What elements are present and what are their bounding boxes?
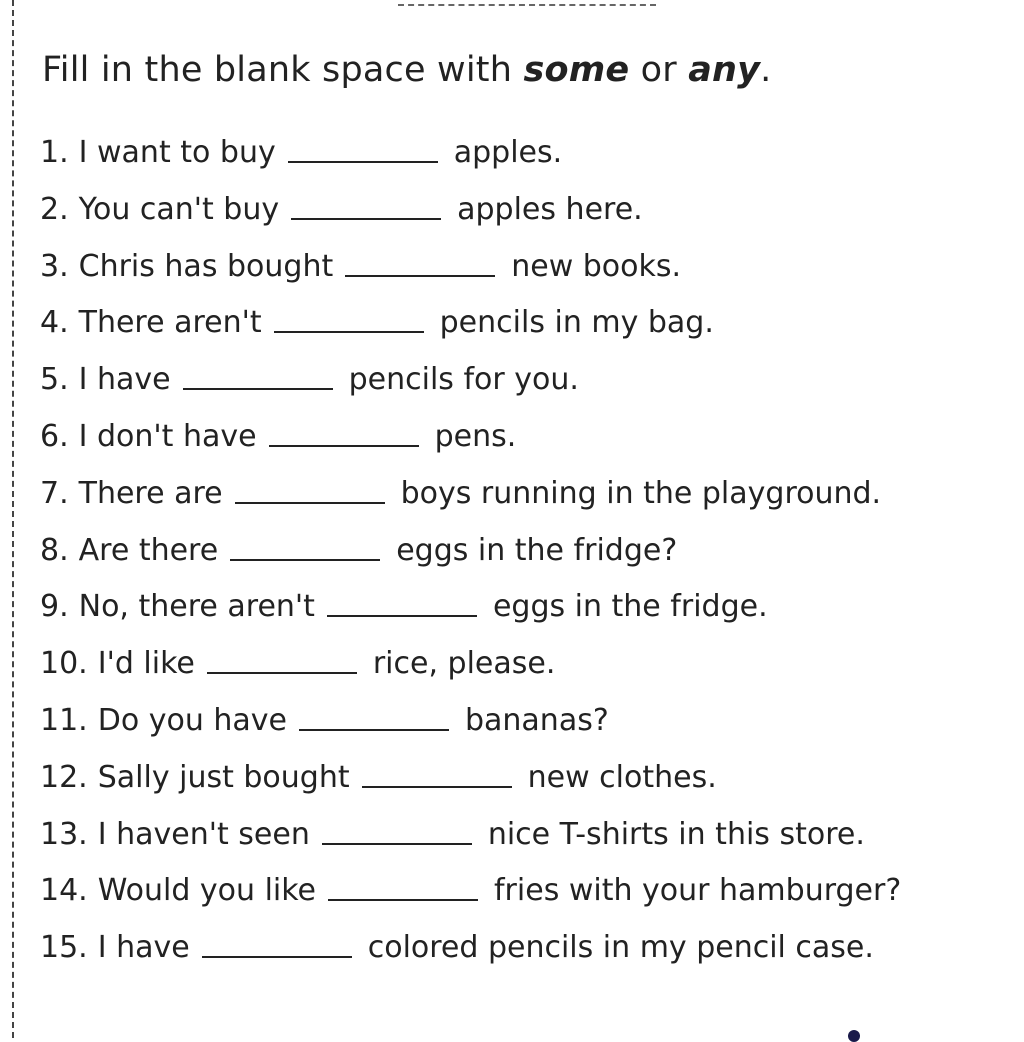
exercise-number: 6. (40, 418, 69, 454)
answer-blank[interactable] (291, 188, 441, 220)
exercise-item (40, 585, 901, 642)
keyword-any: any (688, 50, 761, 90)
exercise-item (40, 926, 901, 983)
sentence-start: Chris has bought (78, 248, 334, 284)
sentence-start: No, there aren't (78, 589, 315, 625)
answer-blank[interactable] (274, 301, 424, 333)
answer-blank[interactable] (202, 926, 352, 958)
answer-blank[interactable] (322, 813, 472, 845)
sentence-end: fries with your hamburger? (494, 873, 902, 909)
answer-blank[interactable] (183, 358, 333, 390)
instruction-text-before: Fill in the blank space with (42, 50, 524, 90)
sentence-end: apples here. (457, 191, 643, 227)
answer-blank[interactable] (235, 472, 385, 504)
exercise-number: 1. (40, 135, 69, 170)
sentence-start: I don't have (78, 418, 257, 454)
sentence-end: rice, please. (372, 646, 556, 682)
sentence-start: I want to buy (78, 135, 276, 170)
sentence-start: There aren't (78, 305, 262, 341)
exercise-item (40, 131, 901, 188)
answer-blank[interactable] (288, 131, 438, 163)
left-dashed-border (12, 0, 14, 1038)
sentence-start: I'd like (97, 646, 195, 682)
exercise-number: 5. (40, 362, 69, 398)
exercise-item (40, 415, 901, 472)
exercise-item (40, 699, 901, 756)
exercise-item (40, 813, 901, 870)
exercise-number: 10. (40, 646, 88, 682)
exercise-item (40, 642, 901, 699)
exercise-item (40, 472, 901, 529)
sentence-end: eggs in the fridge. (492, 589, 768, 625)
sentence-start: Are there (78, 532, 219, 568)
exercise-number: 2. (40, 191, 69, 227)
exercise-item (40, 756, 901, 813)
sentence-end: bananas? (464, 702, 609, 738)
sentence-end: apples. (453, 135, 563, 170)
exercise-number: 14. (40, 873, 88, 909)
sentence-end: pencils for you. (348, 362, 579, 398)
sentence-start: Do you have (97, 702, 287, 738)
instruction-heading (42, 50, 771, 90)
exercise-item (40, 358, 901, 415)
sentence-start: Would you like (97, 873, 316, 909)
sentence-start: You can't buy (78, 191, 280, 227)
top-dashed-border (398, 4, 656, 6)
instruction-text-after: . (760, 50, 772, 90)
sentence-end: new books. (511, 248, 682, 284)
sentence-start: I have (78, 362, 171, 398)
answer-blank[interactable] (207, 642, 357, 674)
exercise-item (40, 529, 901, 586)
sentence-start: There are (78, 475, 223, 511)
exercise-item (40, 245, 901, 302)
exercise-list (40, 131, 901, 983)
answer-blank[interactable] (345, 245, 495, 277)
instruction-text-middle: or (629, 50, 689, 90)
sentence-end: eggs in the fridge? (396, 532, 678, 568)
sentence-end: new clothes. (527, 759, 717, 795)
exercise-item (40, 301, 901, 358)
sentence-end: pencils in my bag. (439, 305, 714, 341)
exercise-number: 11. (40, 702, 88, 738)
exercise-number: 8. (40, 532, 69, 568)
exercise-number: 9. (40, 589, 69, 625)
answer-blank[interactable] (328, 869, 478, 901)
exercise-number: 12. (40, 759, 88, 795)
sentence-start: Sally just bought (97, 759, 350, 795)
exercise-number: 4. (40, 305, 69, 341)
answer-blank[interactable] (362, 756, 512, 788)
exercise-number: 3. (40, 248, 69, 284)
answer-blank[interactable] (327, 585, 477, 617)
exercise-number: 7. (40, 475, 69, 511)
exercise-number: 13. (40, 816, 88, 852)
sentence-end: colored pencils in my pencil case. (367, 930, 874, 966)
sentence-end: pens. (434, 418, 517, 454)
sentence-start: I have (97, 930, 190, 966)
answer-blank[interactable] (269, 415, 419, 447)
answer-blank[interactable] (299, 699, 449, 731)
exercise-number: 15. (40, 930, 88, 966)
answer-blank[interactable] (230, 529, 380, 561)
exercise-item (40, 869, 901, 926)
sentence-start: I haven't seen (97, 816, 310, 852)
sentence-end: nice T-shirts in this store. (487, 816, 865, 852)
exercise-item (40, 188, 901, 245)
sentence-end: boys running in the playground. (400, 475, 882, 511)
keyword-some: some (523, 50, 630, 90)
corner-ink-mark (848, 1030, 860, 1042)
